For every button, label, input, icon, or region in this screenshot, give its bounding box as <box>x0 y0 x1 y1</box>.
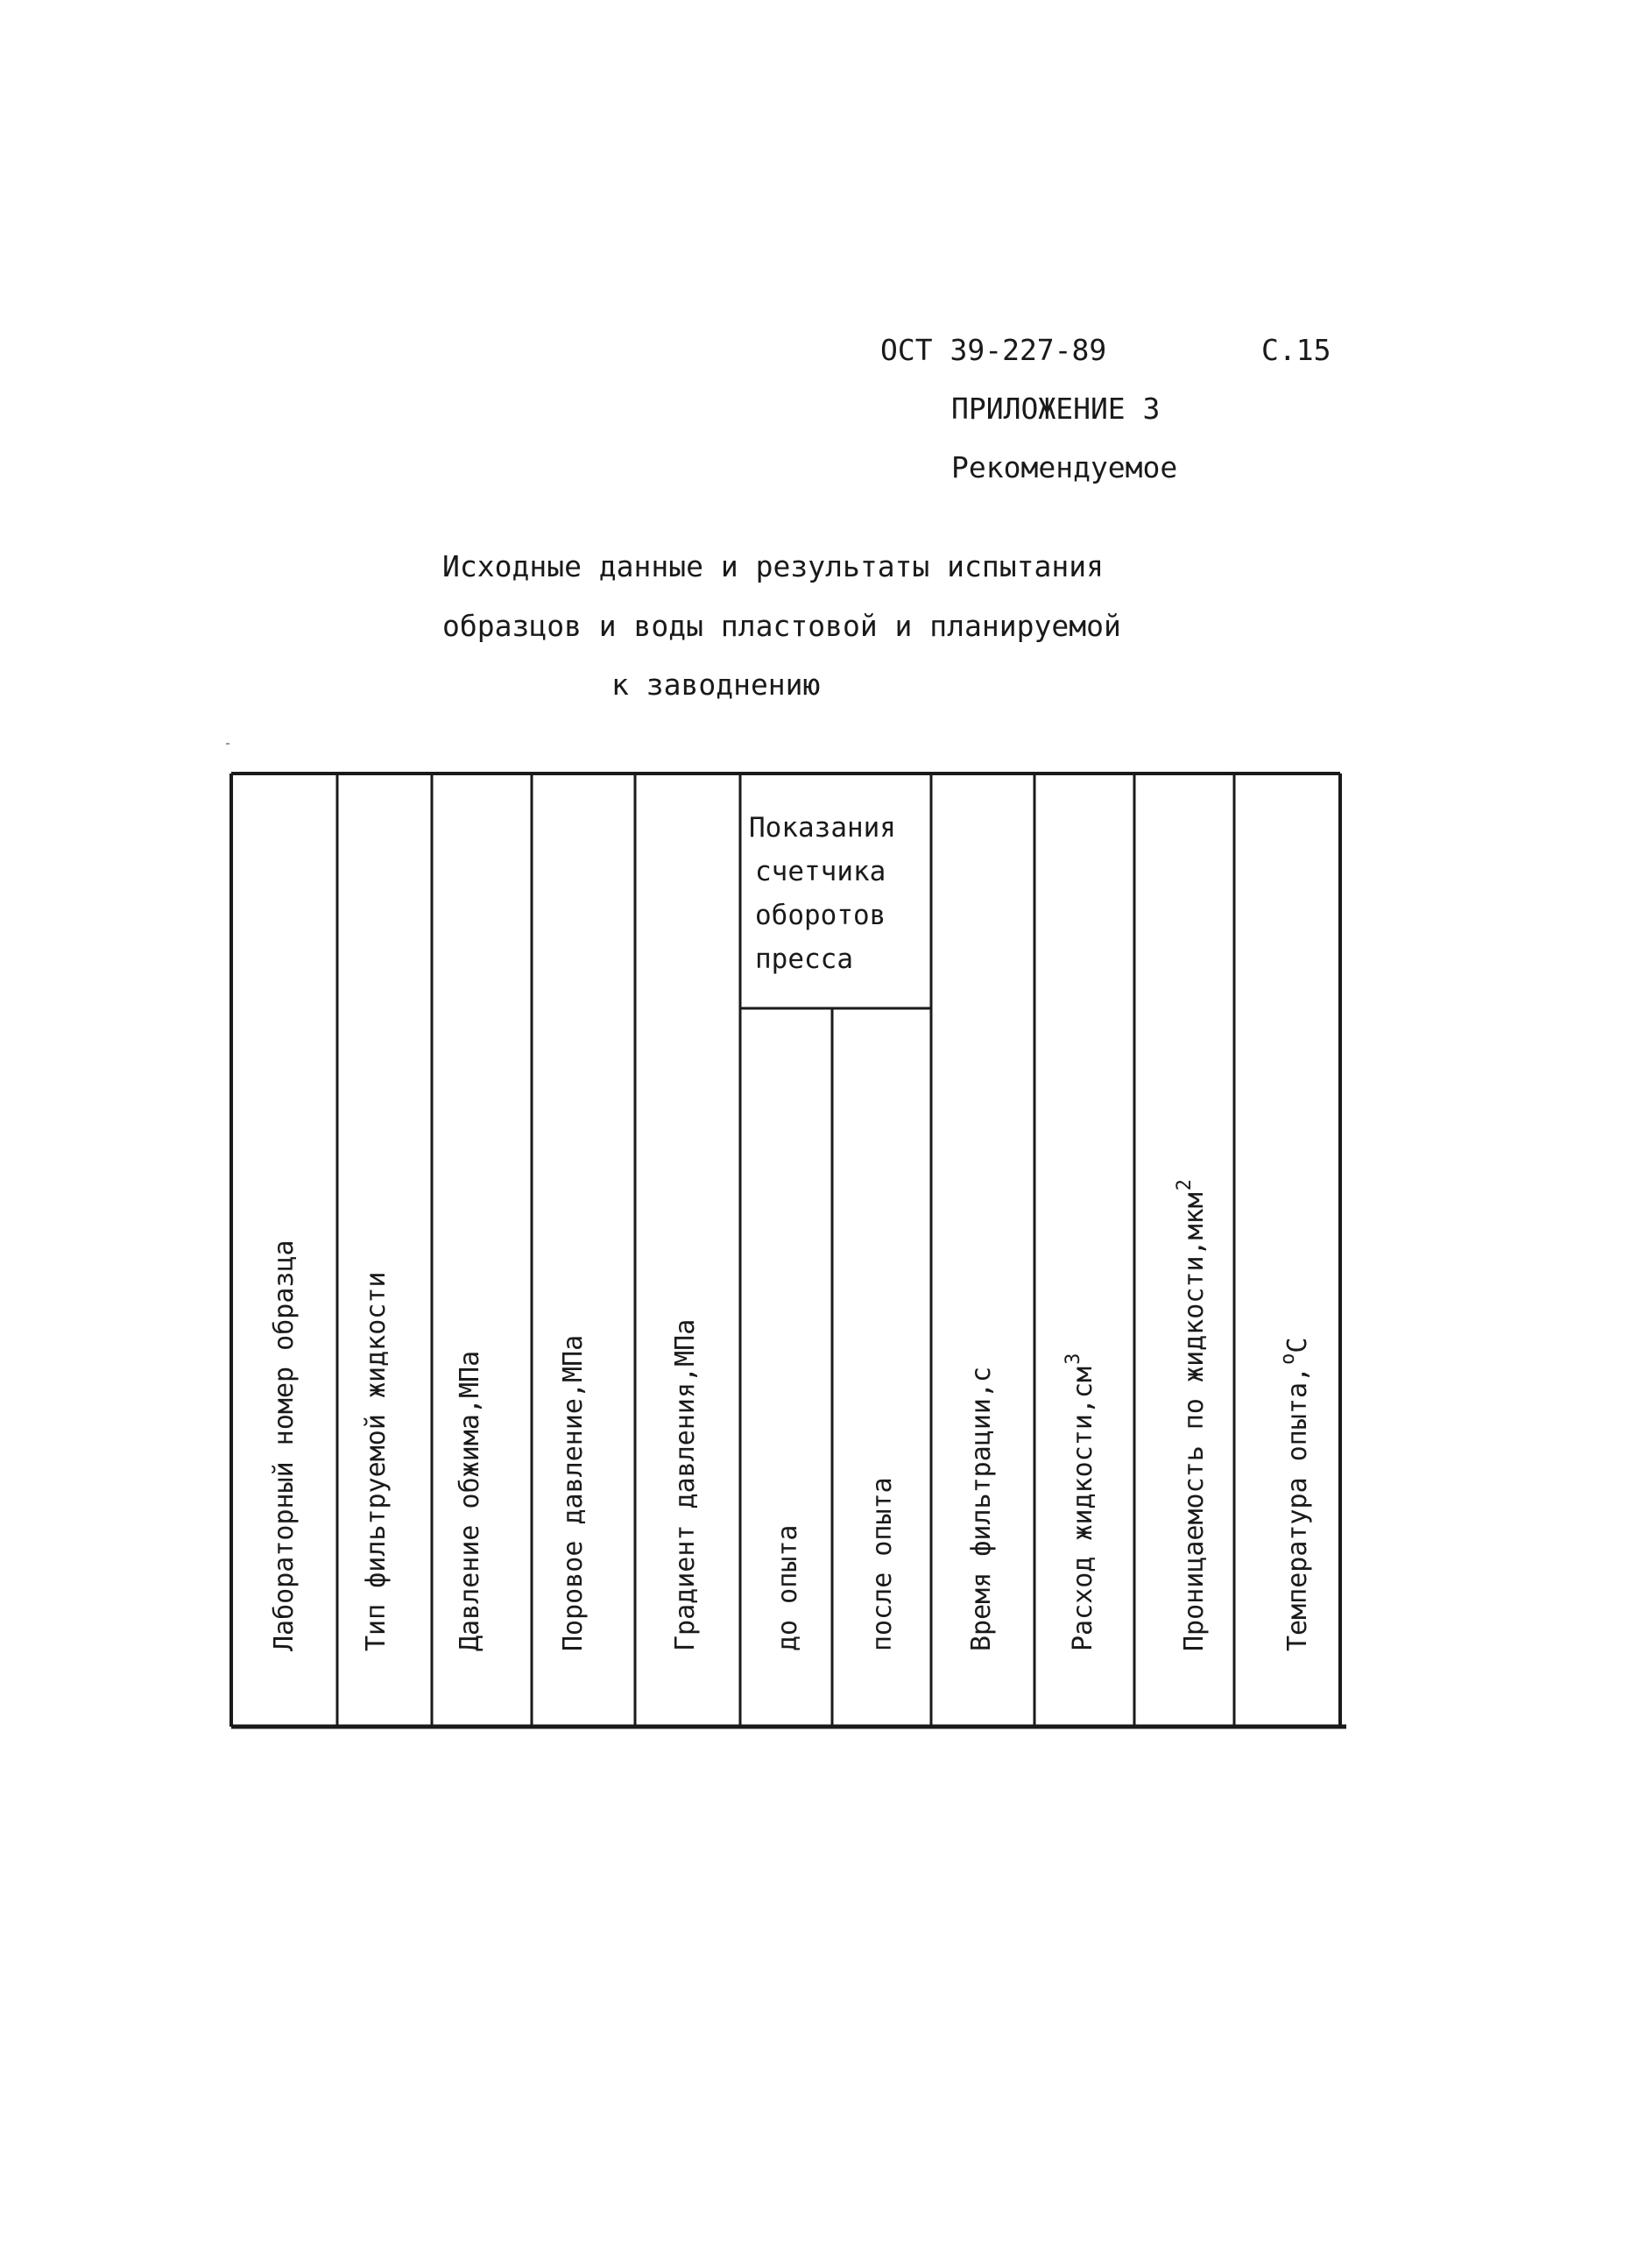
column-header-label: Лабораторный номер образца <box>269 1240 300 1651</box>
column-header-fluid-flow <box>1063 1353 1098 1651</box>
status-label: Рекомендуемое <box>951 450 1178 484</box>
title-line-1: Исходные данные и результаты испытания <box>442 549 1104 583</box>
column-header-label: Время фильтрации,с <box>966 1366 997 1651</box>
document-code: ОСТ 39-227-89 <box>880 333 1107 367</box>
column-header-superscript: 3 <box>1063 1353 1084 1365</box>
column-header-label: Давление обжима,МПа <box>455 1350 485 1651</box>
column-header-test-temperature <box>1277 1337 1313 1651</box>
column-header-label: Тип фильтруемой жидкости <box>361 1271 392 1651</box>
column-header-label: Проницаемость по жидкости,мкм <box>1179 1192 1210 1651</box>
column-header-pore-pressure <box>558 1334 589 1651</box>
column-header-superscript: 2 <box>1174 1178 1196 1191</box>
group-header-line-3: оборотов <box>755 900 886 931</box>
title-line-3: к заводнению <box>611 668 821 702</box>
column-header-label: Поровое давление,МПа <box>558 1334 589 1651</box>
title-line-2: образцов и воды пластовой и планируемой <box>442 609 1121 643</box>
page-number: С.15 <box>1261 333 1331 367</box>
column-header-fluid-type <box>361 1271 392 1651</box>
group-header-line-4: пресса <box>755 943 853 975</box>
column-header-before-test <box>775 1525 801 1652</box>
column-header-superscript: о <box>1277 1353 1299 1365</box>
column-header-unit: С <box>1282 1337 1313 1353</box>
group-header-line-1: Показания <box>749 812 896 844</box>
column-header-sample-number <box>269 1240 300 1651</box>
column-header-label: до опыта <box>773 1524 803 1651</box>
column-header-label: Расход жидкости,см <box>1068 1366 1098 1651</box>
column-header-after-test <box>867 1477 898 1651</box>
column-header-label: Градиент давления,МПа <box>670 1318 701 1651</box>
appendix-label: ПРИЛОЖЕНИЕ 3 <box>951 392 1161 426</box>
column-header-pressure-gradient <box>670 1318 701 1651</box>
column-header-permeability <box>1174 1178 1210 1651</box>
column-header-filtration-time <box>966 1366 997 1651</box>
column-header-label: после опыта <box>867 1477 898 1651</box>
column-header-label: Температура опыта, <box>1282 1366 1313 1651</box>
column-header-confining-pressure <box>457 1351 484 1651</box>
group-header-line-2: счетчика <box>755 856 886 887</box>
